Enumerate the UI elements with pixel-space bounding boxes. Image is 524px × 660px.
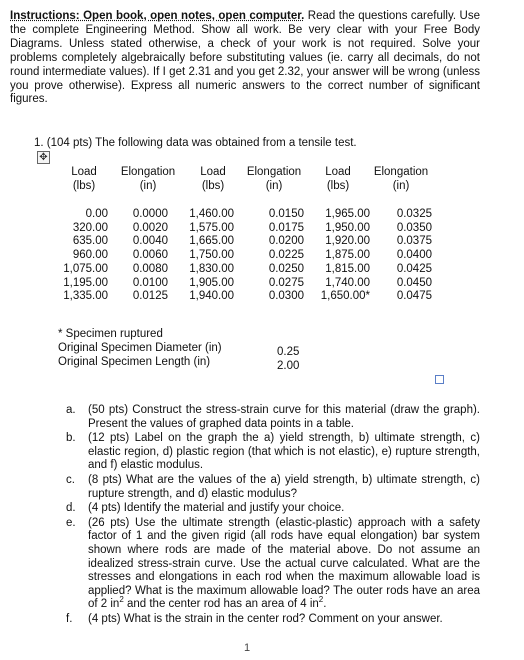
table-column-elongation-3 bbox=[372, 208, 432, 304]
table-column-load-2 bbox=[168, 208, 234, 304]
table-cell: 0.0150 bbox=[268, 208, 304, 220]
table-cell: 0.0375 bbox=[396, 235, 432, 248]
length-label: Original Specimen Length (in) bbox=[58, 356, 211, 368]
table-cell: 1,875.00 bbox=[325, 249, 370, 262]
part-a: a. (50 pts) Construct the stress-strain curve for this material (draw the graph). Present the values of graphed data points in a table. bbox=[66, 404, 480, 430]
table-cell: 0.0350 bbox=[396, 221, 432, 234]
table-cell: 1,460.00 bbox=[189, 208, 234, 220]
table-cell: 0.0250 bbox=[268, 262, 304, 275]
table-cell: 0.0400 bbox=[396, 249, 432, 262]
table-cell: 0.0275 bbox=[268, 276, 304, 289]
table-cell: 1,740.00 bbox=[325, 276, 370, 289]
part-d: d. (4 pts) Identify the material and justify your choice. bbox=[66, 502, 345, 515]
table-cell: 0.0040 bbox=[132, 235, 168, 248]
table-header: Load (lbs) bbox=[325, 166, 351, 192]
rupture-footnote: * Specimen ruptured bbox=[58, 328, 163, 340]
table-cell: 0.0080 bbox=[132, 262, 168, 275]
table-column-elongation-2 bbox=[244, 208, 304, 304]
table-cell: 1,575.00 bbox=[189, 221, 234, 234]
part-f: f. (4 pts) What is the strain in the center rod? Comment on your answer. bbox=[66, 612, 443, 625]
question-text: (104 pts) The following data was obtained from a tensile test. bbox=[46, 137, 357, 149]
table-cell: 960.00 bbox=[72, 249, 108, 262]
table-header: Load (lbs) bbox=[71, 166, 97, 192]
table-header: Load (lbs) bbox=[200, 166, 226, 192]
table-cell: 0.0175 bbox=[268, 221, 304, 234]
instructions-lead: Instructions: Open book, open notes, open computer. bbox=[10, 10, 305, 22]
table-cell: 1,965.00 bbox=[325, 208, 370, 220]
table-cell: 0.0125 bbox=[132, 290, 168, 303]
length-value: 2.00 bbox=[277, 360, 300, 372]
table-cell: 0.0000 bbox=[132, 208, 168, 220]
question-1 bbox=[34, 136, 484, 150]
table-cell: 1,650.00* bbox=[320, 290, 370, 303]
question-number: 1. bbox=[34, 137, 44, 149]
diameter-value: 0.25 bbox=[277, 346, 300, 358]
table-cell: 635.00 bbox=[72, 235, 108, 248]
table-cell: 1,195.00 bbox=[63, 276, 108, 289]
page-number: 1 bbox=[244, 642, 251, 654]
instructions-body: Read the questions carefully. Use the complete Engineering Method. Show all work. Be very clear with your Free Body Diagrams. Unless stated otherwise, a check of your work is not required. Solve your problems completely algebraically before substituting values (ie. carry all decimals, do not round intermediate values). If I get 2.31 and you get 2.32, your answer will be wrong (unless you prove otherwise). Express all numeric answers to the correct number of significant figures. bbox=[10, 10, 481, 106]
instructions-paragraph bbox=[10, 10, 480, 107]
move-handle-icon[interactable]: ✥ bbox=[37, 151, 50, 164]
table-cell: 1,665.00 bbox=[189, 235, 234, 248]
table-cell: 0.0020 bbox=[132, 221, 168, 234]
table-cell: 1,815.00 bbox=[325, 262, 370, 275]
table-cell: 1,750.00 bbox=[189, 249, 234, 262]
diameter-label: Original Specimen Diameter (in) bbox=[58, 342, 222, 354]
table-cell: 1,905.00 bbox=[189, 276, 234, 289]
table-cell: 1,950.00 bbox=[325, 221, 370, 234]
table-cell: 1,940.00 bbox=[189, 290, 234, 303]
part-b: b. (12 pts) Label on the graph the a) yield strength, b) ultimate strength, c) elastic region, d) plastic region (that which is not elastic), e) rupture strength, and f) elastic modulus. bbox=[66, 432, 480, 472]
question-parts bbox=[66, 404, 480, 628]
table-column-load-3 bbox=[302, 208, 370, 304]
specimen-values bbox=[277, 345, 299, 373]
table-cell: 0.0425 bbox=[396, 262, 432, 275]
table-header: Elongation (in) bbox=[120, 166, 176, 192]
table-cell: 1,830.00 bbox=[189, 262, 234, 275]
table-cell: 0.0100 bbox=[132, 276, 168, 289]
table-column-elongation-1 bbox=[108, 208, 168, 304]
specimen-notes bbox=[58, 327, 222, 369]
table-header: Elongation (in) bbox=[373, 166, 429, 192]
part-c: c. (8 pts) What are the values of the a) yield strength, b) ultimate strength, c) rupture strength, and d) elastic modulus? bbox=[66, 473, 480, 500]
table-cell: 0.00 bbox=[85, 208, 108, 220]
table-cell: 0.0300 bbox=[268, 290, 304, 303]
table-cell: 1,335.00 bbox=[63, 290, 108, 303]
table-cell: 1,920.00 bbox=[325, 235, 370, 248]
table-cell: 0.0225 bbox=[268, 249, 304, 262]
table-cell: 1,075.00 bbox=[63, 262, 108, 275]
table-cell: 320.00 bbox=[72, 221, 108, 234]
table-header: Elongation (in) bbox=[246, 166, 302, 192]
table-column-load-1 bbox=[42, 208, 108, 304]
table-cell: 0.0060 bbox=[132, 249, 168, 262]
table-cell: 0.0200 bbox=[268, 235, 304, 248]
table-cell: 0.0450 bbox=[396, 276, 432, 289]
table-cell: 0.0325 bbox=[396, 208, 432, 220]
table-cell: 0.0475 bbox=[396, 290, 432, 303]
checkbox[interactable] bbox=[435, 375, 444, 384]
part-e: e. (26 pts) Use the ultimate strength (elastic-plastic) approach with a safety factor of 1 and the given rigid (all rods have equal elongation) bar system shown where rods are made of the material above. Do not assume an idealized stress-strain curve. Use the actual curve calculated. What are the stresses and elongations in each rod when the maximum allowable load is applied? What is the maximum allowable load? The outer rods have an area of 2 $in^2$ and the center rod has an area of 4 $in^2$. bbox=[66, 516, 480, 611]
